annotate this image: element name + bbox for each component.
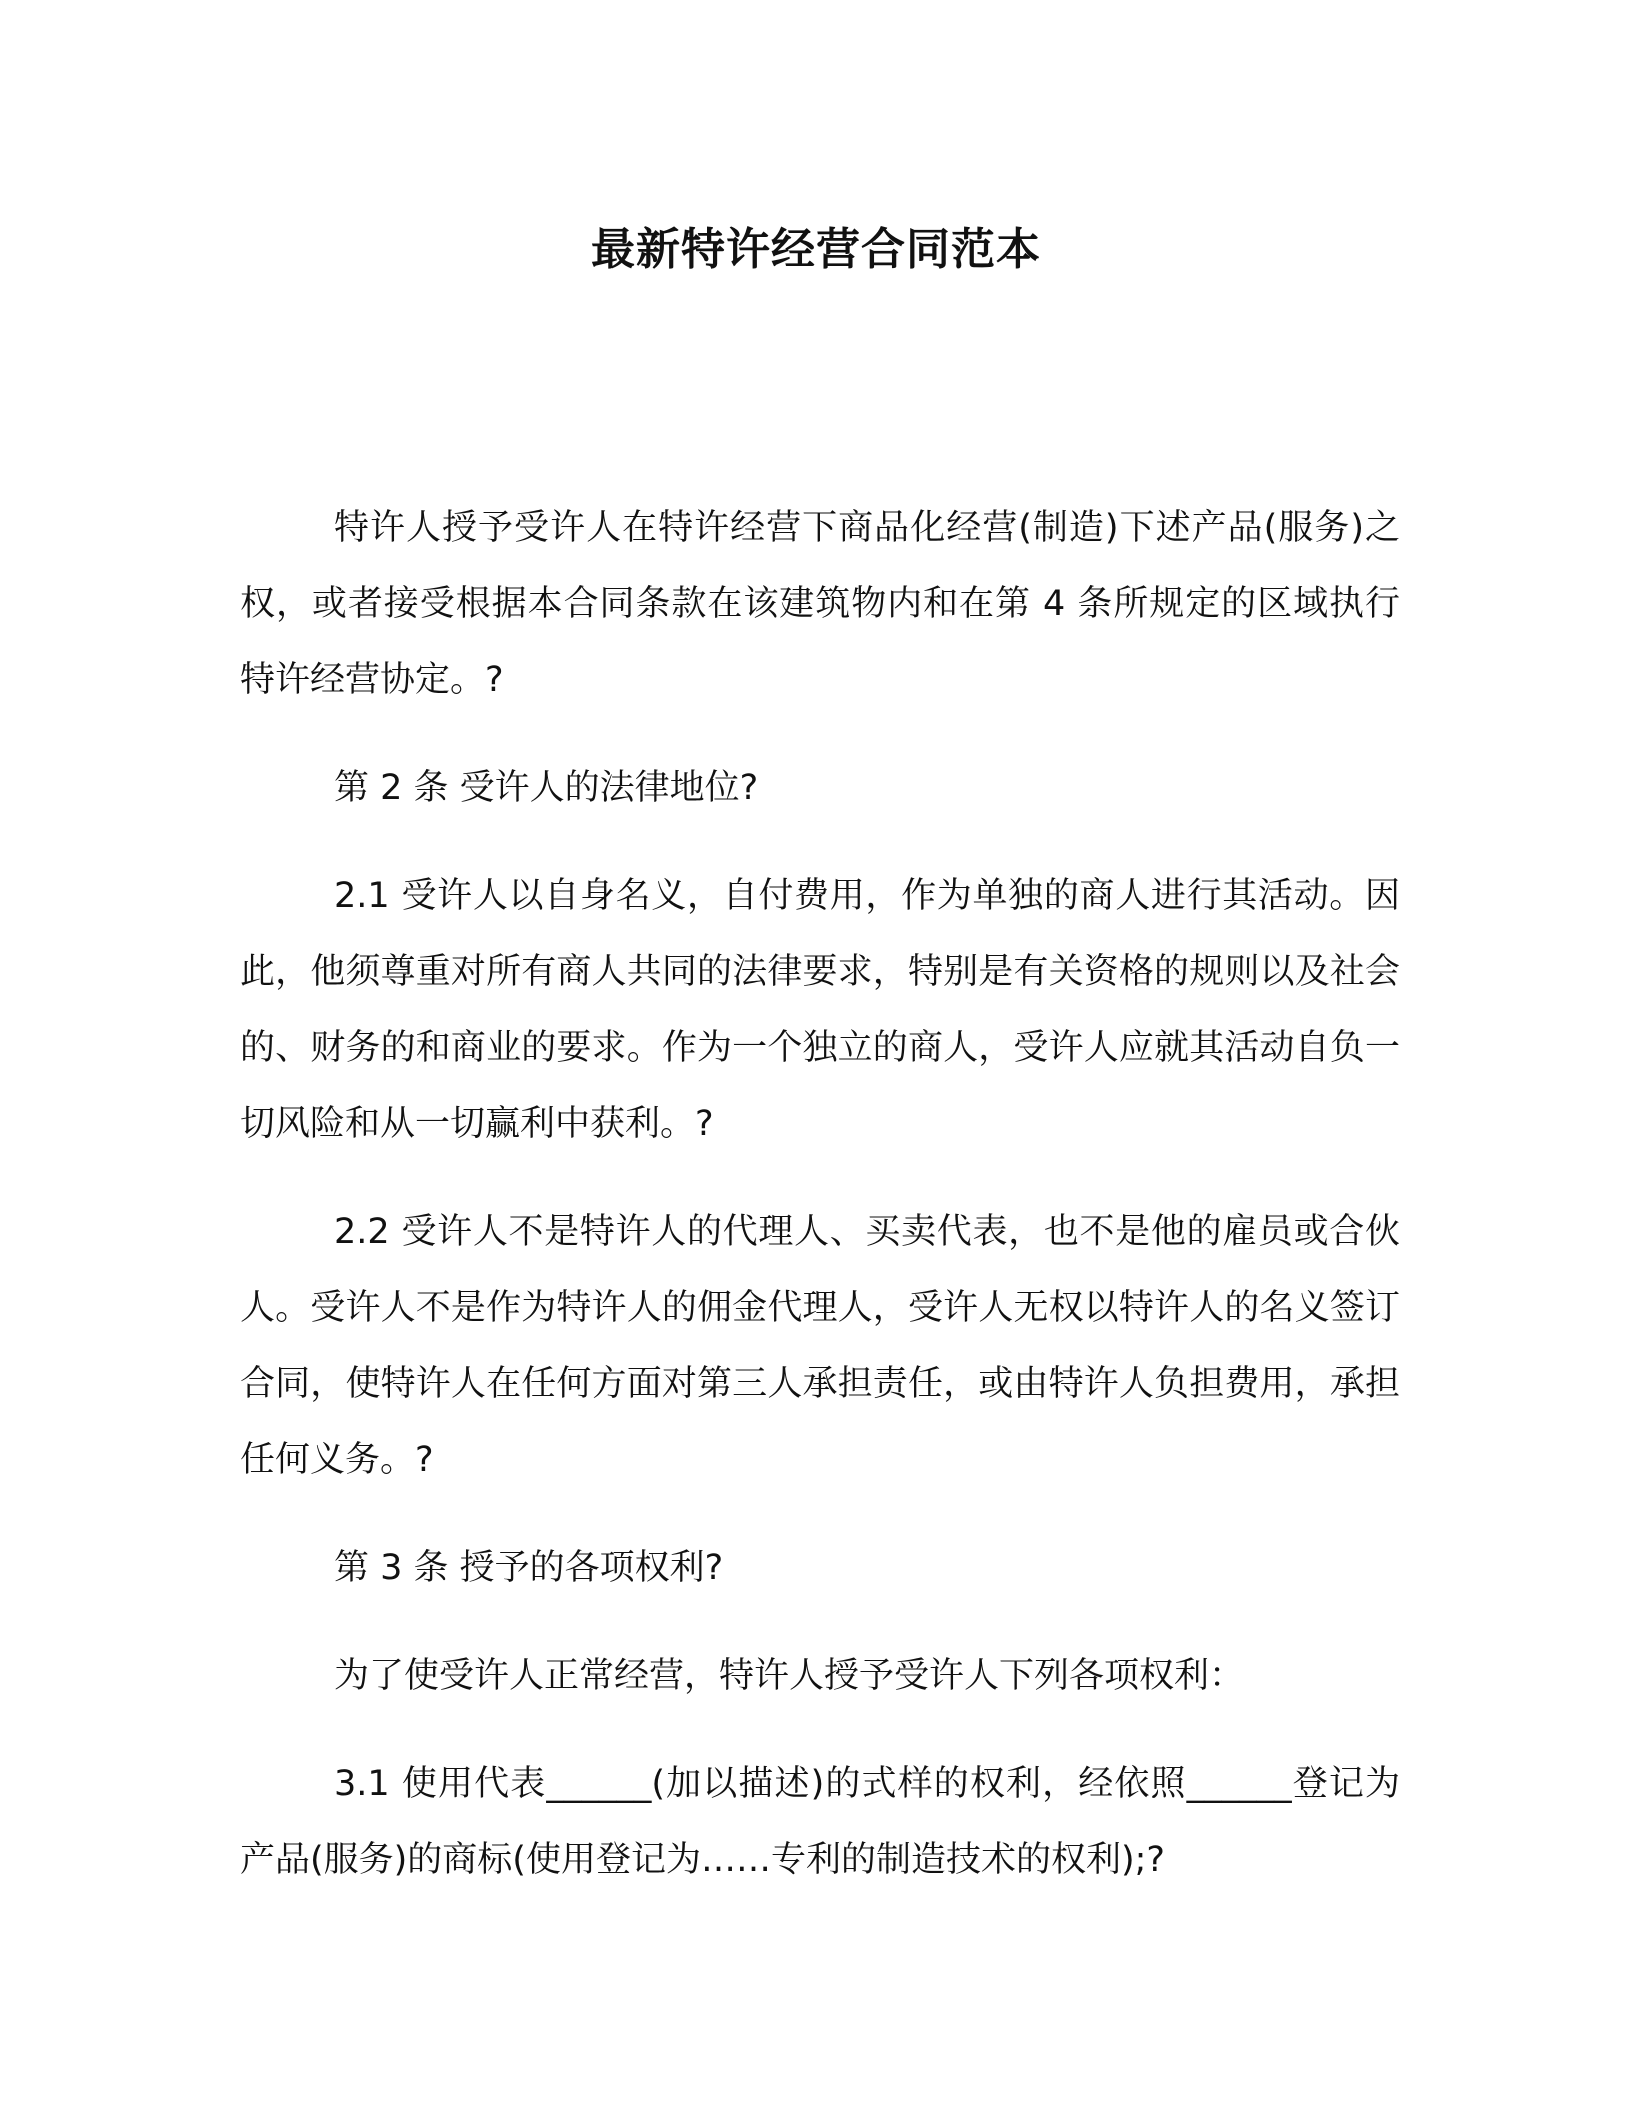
paragraph-2-2: 2.2 受许人不是特许人的代理人、买卖代表，也不是他的雇员或合伙人。受许人不是作为特许人的佣金代理人，受许人无权以特许人的名义签订合同，使特许人在任何方面对第三人承担责任，或由特许人负担费用，承担任何义务。? <box>240 1212 1400 1480</box>
document-title: 最新特许经营合同范本 <box>591 224 1041 275</box>
document-body <box>240 490 1400 1930</box>
heading-article-3: 第 3 条 授予的各项权利? <box>334 1548 724 1588</box>
paragraph-grant-of-rights: 特许人授予受许人在特许经营下商品化经营(制造)下述产品(服务)之权，或者接受根据本合同条款在该建筑物内和在第 4 条所规定的区域执行特许经营协定。? <box>240 508 1400 700</box>
paragraph-article-3-intro: 为了使受许人正常经营，特许人授予受许人下列各项权利： <box>334 1656 1245 1696</box>
heading-article-2: 第 2 条 受许人的法律地位? <box>334 768 759 808</box>
paragraph-3-1: 3.1 使用代表______(加以描述)的式样的权利，经依照______登记为产品(服务)的商标(使用登记为……专利的制造技术的权利);? <box>240 1764 1400 1880</box>
paragraph-2-1: 2.1 受许人以自身名义，自付费用，作为单独的商人进行其活动。因此，他须尊重对所有商人共同的法律要求，特别是有关资格的规则以及社会的、财务的和商业的要求。作为一个独立的商人，受许人应就其活动自负一切风险和从一切赢利中获利。? <box>240 876 1400 1144</box>
